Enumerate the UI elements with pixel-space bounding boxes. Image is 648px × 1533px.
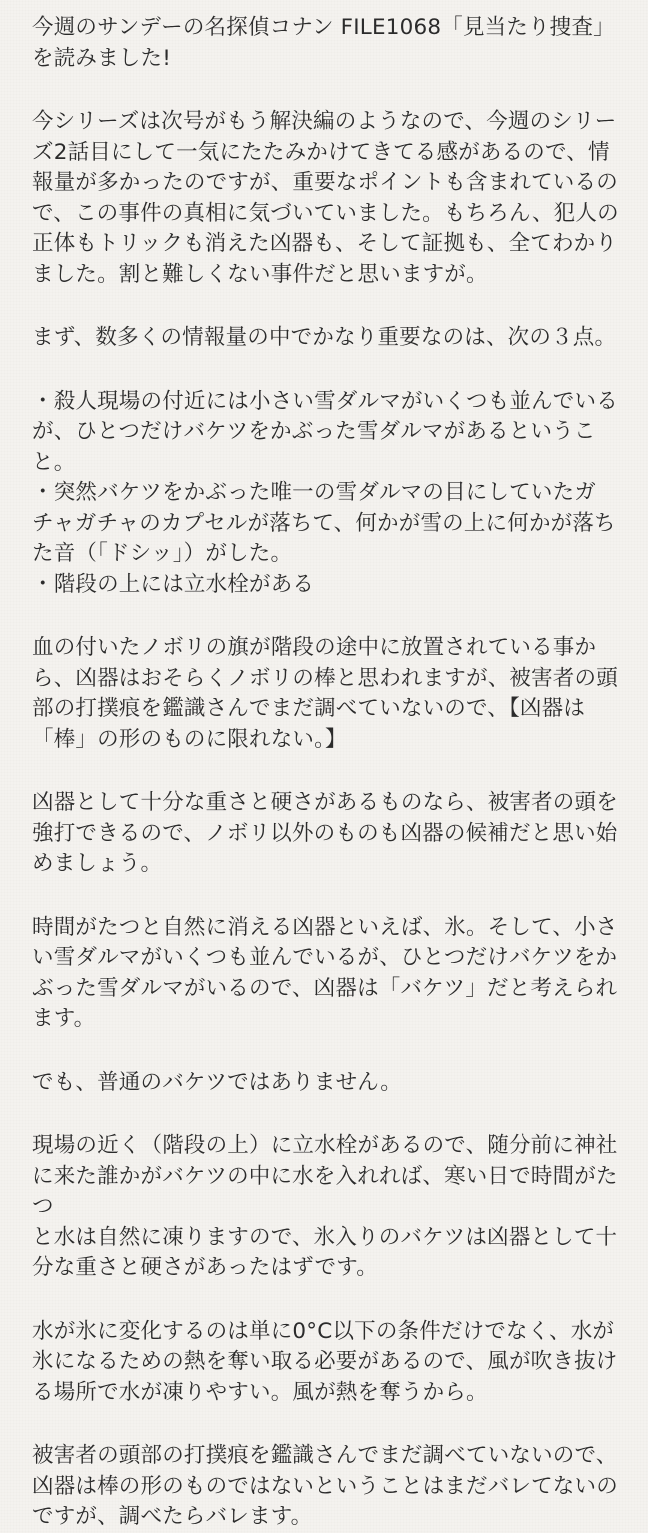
note-weapon-paragraph: 血の付いたノボリの旗が階段の途中に放置されている事か ら、凶器はおそらくノボリの棒と思われますが、被害者の頭 部の打撲痕を鑑識さんでまだ調べていないので、【凶器は 「棒」の形のものに限れない。】 (32, 635, 618, 752)
note-faucet-paragraph: 現場の近く（階段の上）に立水栓があるので、随分前に神社 に来た誰かがバケツの中に水を入れれば、寒い日で時間がたつ と水は自然に凍りますので、氷入りのバケツは凶器として十 分な重さと硬さがあったはずです。 (32, 1133, 618, 1280)
note-freezing-paragraph: 水が氷に変化するのは単に0°C以下の条件だけでなく、水が 氷になるための熱を奪い取る必要があるので、風が吹き抜け る場所で水が凍りやすい。風が熱を奪うから。 (32, 1318, 618, 1405)
note-key-points-heading: まず、数多くの情報量の中でかなり重要なのは、次の３点。 (32, 325, 617, 350)
note-bucket-paragraph: でも、普通のバケツではありません。 (32, 1069, 402, 1095)
note-ice-paragraph: 時間がたつと自然に消える凶器といえば、氷。そして、小さ い雪ダルマがいくつも並んでいるが、ひとつだけバケツをか ぶった雪ダルマがいるので、凶器は「バケツ」だと考えられ ます。 (32, 914, 618, 1031)
note-conclusion-paragraph: 被害者の頭部の打撲痕を鑑識さんでまだ調べていないので、 凶器は棒の形のものではないということはまだバレてないの ですが、調べたらバレます。 (32, 1443, 618, 1529)
note-intro-paragraph: 今週のサンデーの名探偵コナン FILE1068「見当たり捜査」 を読みました! (32, 15, 615, 71)
note-key-points-list: ・殺人現場の付近には小さい雪ダルマがいくつも並んでいる が、ひとつだけバケツをかぶった雪ダルマがあるというこ と。 ・突然バケツをかぶった唯一の雪ダルマの目にしていたガ チャガチャのカプセルが落ちて、何かが雪の上に何かが落ち た音（「ドシッ」）がした。 ・階段の上には立水栓がある (32, 388, 618, 597)
note-context-paragraph: 今シリーズは次号がもう解決編のようなので、今週のシリー ズ2話目にして一気にたたみかけてきてる感があるので、情 報量が多かったのですが、重要なポイントも含まれているの で、この事件の真相に気づいていました。もちろん、犯人の 正体もトリックも消えた凶器も、そして証拠も、全てわかり ました。割と難しくない事件だと思いますが。 (32, 109, 619, 287)
note-weapon-candidates-paragraph: 凶器として十分な重さと硬さがあるものなら、被害者の頭を 強打できるので、ノボリ以外のものも凶器の候補だと思い始 めましょう。 (32, 790, 618, 876)
